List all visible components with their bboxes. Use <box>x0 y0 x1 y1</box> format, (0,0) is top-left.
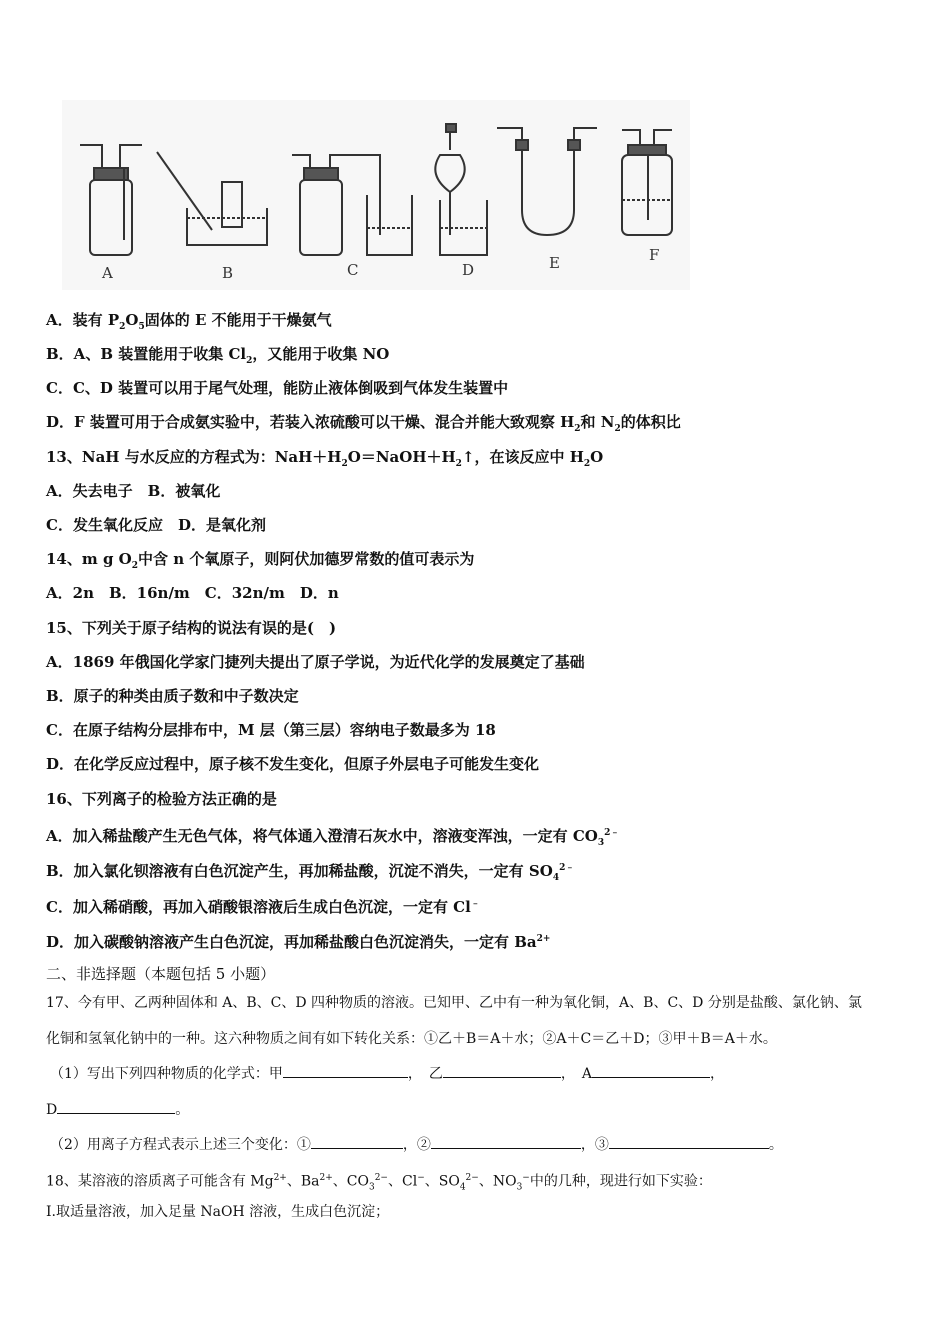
q15-option-a: A．1869 年俄国化学家门捷列夫提出了原子学说，为近代化学的发展奠定了基础 <box>46 653 585 671</box>
apparatus-figure <box>62 100 690 290</box>
q16-option-c: C．加入稀硝酸，再加入硝酸银溶液后生成白色沉淀，一定有 Cl﹣ <box>46 898 480 916</box>
q15-option-c: C．在原子结构分层排布中，M 层（第三层）容纳电子数最多为 18 <box>46 721 496 739</box>
blank-d[interactable] <box>57 1099 175 1114</box>
q14-stem: 14、m g $O_2$中含 n 个氧原子，则阿伏加德罗常数的值可表示为 <box>46 550 475 571</box>
q18-stem: 18、某溶液的溶质离子可能含有 $Mg^{2+}$、$Ba^{2+}$、$CO_3^{2-}$、Cl−、$SO_4^{2-}$、$NO_3^-$中的几种，现进行如下实验： <box>46 1173 712 1193</box>
q17-line2: 化铜和氢氧化钠中的一种。这六种物质之间有如下转化关系：①乙＋B＝A＋水；②A＋C＝乙＋D；③甲＋B＝A＋水。 <box>46 1031 777 1047</box>
label-a: A <box>102 264 113 282</box>
q17-line1: 17、今有甲、乙两种固体和 A、B、C、D 四种物质的溶液。已知甲、乙中有一种为氧化铜，A、B、C、D 分别是盐酸、氯化钠、氯 <box>46 995 862 1011</box>
q12-option-a: A．装有 $P_2O_5$固体的 E 不能用于干燥氨气 <box>46 311 332 332</box>
label-b: B <box>222 264 234 282</box>
q18-step1: Ⅰ.取适量溶液，加入足量 NaOH 溶液，生成白色沉淀； <box>46 1204 390 1220</box>
q15-stem: 15、下列关于原子结构的说法有误的是( ) <box>46 619 337 637</box>
q13-options-cd: C．发生氧化反应 D．是氧化剂 <box>46 516 266 534</box>
q17-part2: （2）用离子方程式表示上述三个变化：① ，② ，③ 。 <box>50 1134 783 1155</box>
q15-option-b: B．原子的种类由质子数和中子数决定 <box>46 687 299 705</box>
blank-yi[interactable] <box>443 1063 561 1078</box>
label-d: D <box>462 261 475 279</box>
q16-option-d: D．加入碳酸钠溶液产生白色沉淀，再加稀盐酸白色沉淀消失，一定有 $Ba^{2+}$ <box>46 933 551 951</box>
q12-option-b: B．A、B 装置能用于收集 $Cl_2$，又能用于收集 NO <box>46 345 390 366</box>
q14-options: A．2n B．16n/m C．32n/m D．n <box>46 584 339 602</box>
label-e: E <box>549 254 560 272</box>
q17-part1-d: D 。 <box>46 1099 189 1120</box>
label-c: C <box>347 261 359 279</box>
q16-option-a: A．加入稀盐酸产生无色气体，将气体通入澄清石灰水中，溶液变浑浊，一定有 $CO_3^{2﹣}$ <box>46 827 620 848</box>
q12-option-c: C．C、D 装置可以用于尾气处理，能防止液体倒吸到气体发生装置中 <box>46 379 509 397</box>
q16-option-b: B．加入氯化钡溶液有白色沉淀产生，再加稀盐酸，沉淀不消失，一定有 $SO_4^{2﹣}$ <box>46 862 575 883</box>
label-f: F <box>649 246 660 264</box>
blank-jia[interactable] <box>283 1063 408 1078</box>
q17-part1: （1）写出下列四种物质的化学式：甲 ， 乙 ， A ， <box>50 1063 724 1084</box>
section-heading: 二、非选择题（本题包括 5 小题） <box>46 965 276 983</box>
q15-option-d: D．在化学反应过程中，原子核不发生变化，但原子外层电子可能发生变化 <box>46 755 540 773</box>
q12-option-d: D．F 装置可用于合成氨实验中，若装入浓硫酸可以干燥、混合并能大致观察 $H_2$和 $N_2$的体积比 <box>46 413 681 434</box>
blank-eq1[interactable] <box>311 1134 403 1149</box>
blank-eq3[interactable] <box>609 1134 769 1149</box>
q13-options-ab: A．失去电子 B．被氧化 <box>46 482 221 500</box>
blank-a[interactable] <box>592 1063 710 1078</box>
blank-eq2[interactable] <box>431 1134 581 1149</box>
q16-stem: 16、下列离子的检验方法正确的是 <box>46 790 277 808</box>
q13-stem: 13、NaH 与水反应的方程式为：$NaH+H_2O=NaOH+H_2↑$，在该反应中 $H_2O$ <box>46 448 604 469</box>
